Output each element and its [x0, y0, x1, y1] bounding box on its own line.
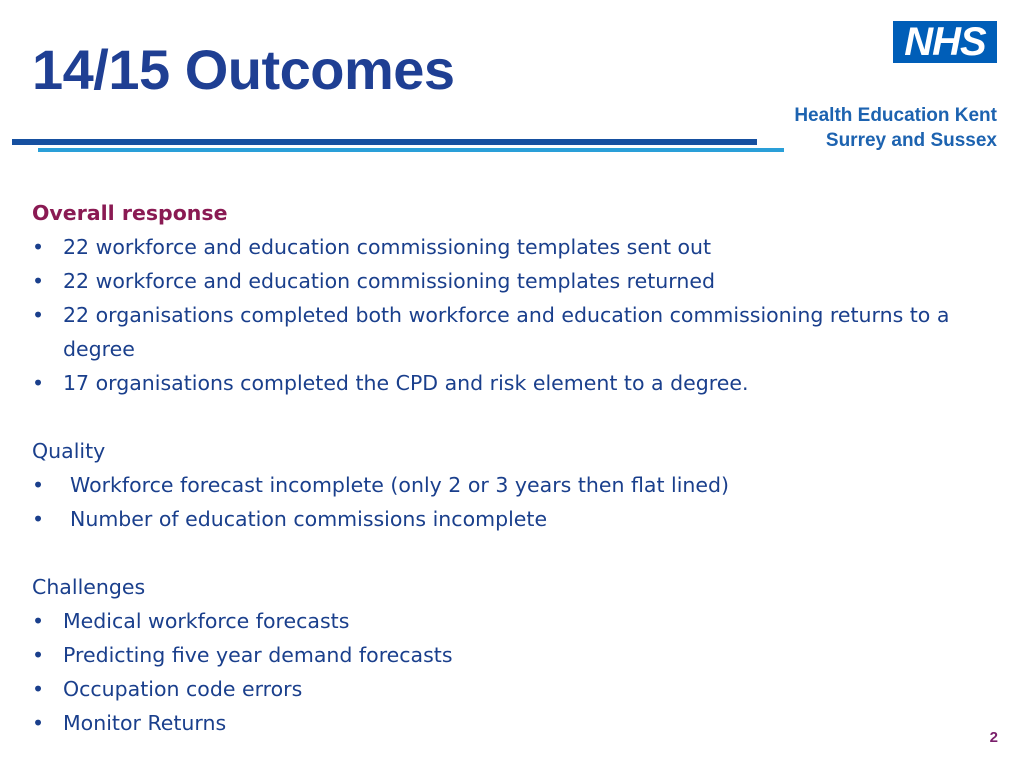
list-item: • Predicting five year demand forecasts	[32, 638, 992, 672]
list-item: • 17 organisations completed the CPD and risk element to a degree.	[32, 366, 992, 400]
page-number: 2	[989, 729, 998, 746]
list-item: • Workforce forecast incomplete (only 2 or 3 years then flat lined)	[32, 468, 992, 502]
list-item: • Monitor Returns	[32, 706, 992, 740]
list-item: • Medical workforce forecasts	[32, 604, 992, 638]
organisation-name-line-1: Health Education Kent	[794, 105, 997, 126]
list-item: • 22 organisations completed both workforce and education commissioning returns to a degree	[32, 298, 992, 366]
list-item: • Number of education commissions incomplete	[32, 502, 992, 536]
section-heading-overall-response: Overall response	[32, 201, 228, 225]
spacer	[32, 400, 992, 434]
title-divider-light	[38, 148, 784, 152]
list-item: • 22 workforce and education commissioning templates sent out	[32, 230, 992, 264]
slide-body	[32, 196, 992, 740]
list-item: • 22 workforce and education commissioning templates returned	[32, 264, 992, 298]
section-heading-challenges: Challenges	[32, 575, 146, 599]
nhs-logo: NHS	[893, 21, 997, 63]
spacer	[32, 536, 992, 570]
quality-list	[32, 468, 992, 536]
overall-response-list	[32, 230, 992, 400]
challenges-list	[32, 604, 992, 740]
section-heading-quality: Quality	[32, 439, 106, 463]
slide-title: 14/15 Outcomes	[32, 38, 455, 101]
organisation-name	[794, 103, 997, 153]
list-item: • Occupation code errors	[32, 672, 992, 706]
title-divider-dark	[12, 139, 757, 145]
organisation-name-line-2: Surrey and Sussex	[825, 130, 997, 151]
